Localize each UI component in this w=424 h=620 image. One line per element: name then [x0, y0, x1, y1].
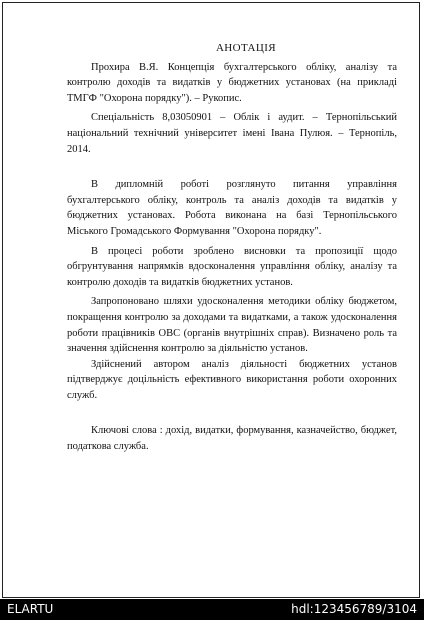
keywords-paragraph: Ключові слова : дохід, видатки, формування, казначейство, бюджет, податкова служба. [67, 425, 397, 453]
abstract-paragraph-2: В процесі роботи зроблено висновки та пропозиції щодо обгрунтування напрямків вдосконалення управління обліку, аналізу та контролю доходів та видатків бюджетних установ. [67, 245, 397, 288]
repository-name: ELARTU [7, 602, 54, 616]
document-page [2, 2, 420, 598]
abstract-paragraph-4: Здійснений автором аналіз діяльності бюджетних установ підтверджує доцільність ефективного використання роботи охоронних служб. [67, 358, 397, 401]
specialty-paragraph: Спеціальність 8,03050901 – Облік і аудит. – Тернопільський національний технічний університет імені Івана Пулюя. – Тернопіль, 2014. [67, 112, 397, 155]
abstract-paragraph-3: Запропоновано шляхи удосконалення методики обліку бюджетом, покращення контролю за доходами та видатками, а також удосконалення роботи працівників ОВС (органів внутрішніх справ). Визначено роль та значення здійснення контролю за діяльністю установ. [67, 296, 397, 355]
document-content [67, 41, 397, 455]
handle-identifier: hdl:123456789/3104 [291, 602, 417, 616]
citation-paragraph: Прохира В.Я. Концепція бухгалтерського обліку, аналізу та контролю доходів та видатків у бюджетних установах (на прикладі ТМГФ "Охорона порядку"). – Рукопис. [67, 61, 397, 104]
page-title: АНОТАЦІЯ [215, 42, 277, 54]
abstract-paragraph-1: В дипломній роботі розглянуто питання управління бухгалтерського обліку, контроль та аналіз доходів та видатків у бюджетних установах. Робота виконана на базі Тернопільського Міського Громадського Формування "Охорона порядку". [67, 179, 397, 237]
repository-footer-bar [0, 599, 424, 620]
